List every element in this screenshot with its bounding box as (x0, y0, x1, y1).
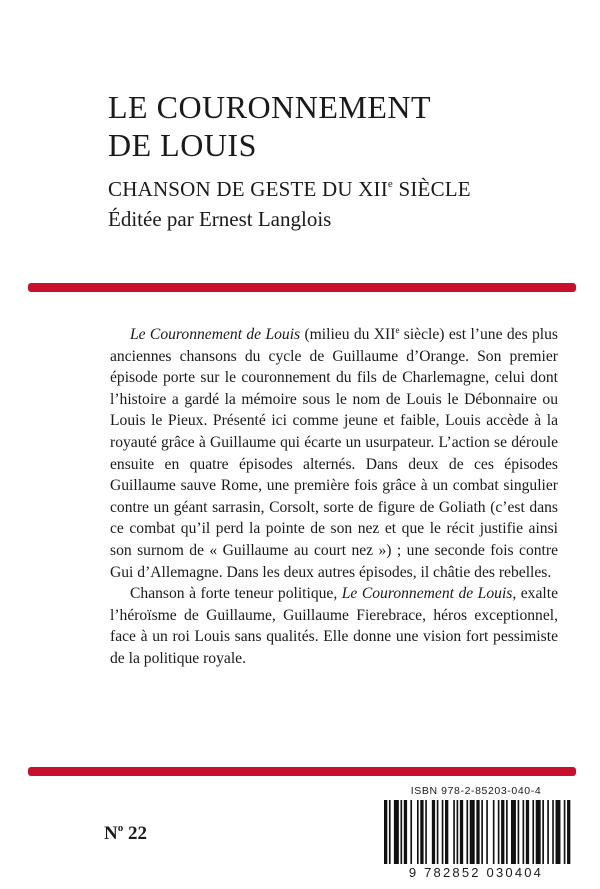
barcode-bar (552, 800, 554, 864)
barcode-bar (420, 800, 423, 864)
book-title-italic: Le Couronnement de Louis (341, 585, 513, 603)
blurb-text: siècle) est l’une des plus anciennes chansons du cycle de Guillaume d’Orange. Son premier épisode porte sur le couronnement du fils de Charlemagne, celui dont l’histoire a gardé la mémoire sous le nom de Louis le Débonnaire ou Louis le Pieux. Présenté ici comme jeune et faible, Louis accède à la royauté grâce à Guillaume qui écarte un usurpateur. L’action se déroule ensuite en quatre épisodes alternés. Dans deux de ces épisodes Guillaume sauve Rome, une première fois grâce à un combat singulier contre un géant sarrasin, Corsolt, sorte de figure de Goliath (c’est dans ce combat qu’il perd la pointe de son nez et que le récit justifie ainsi son surnom de « Guillaume au court nez ») ; une seconde fois contre Gui d’Allemagne. Dans les deux autres épisodes, il châtie des rebelles. (110, 326, 558, 581)
barcode-bar (470, 800, 475, 864)
number-value: 22 (123, 823, 147, 844)
blurb-paragraph-2 (110, 583, 558, 669)
subtitle-main: CHANSON DE GESTE DU XII (108, 177, 388, 201)
barcode-bar (466, 800, 468, 864)
title-line-1: LE COURONNEMENT (108, 89, 432, 125)
isbn-label: ISBN 978-2-85203-040-4 (410, 785, 542, 797)
barcode-bar (501, 800, 504, 864)
blurb-text: Chanson à forte teneur politique, (130, 585, 342, 603)
barcode-bar (384, 800, 387, 864)
title-line-2: DE LOUIS (108, 127, 257, 163)
blurb-text: (milieu du XII (300, 326, 396, 343)
barcode-image (384, 800, 572, 864)
century-superscript: e (395, 325, 400, 335)
barcode-block (378, 785, 574, 885)
barcode-bar (432, 800, 435, 864)
blurb-text: , exalte l’héroïsme de Guillaume, Guillaume Fierebrace, héros exceptionnel, face à un roi Louis sans qualités. Elle donne une vision fort pessimiste de la politique royale. (110, 585, 558, 667)
barcode-bar (400, 800, 402, 864)
barcode-bar (437, 800, 439, 864)
barcode-bar (536, 800, 541, 864)
barcode-bar (445, 800, 448, 864)
barcode-bar (532, 800, 534, 864)
barcode-bar (526, 800, 529, 864)
barcode-bar (547, 800, 549, 864)
barcode-bar (493, 800, 495, 864)
red-rule-bottom (28, 767, 576, 776)
back-cover-blurb (110, 320, 558, 670)
editor-credit: Éditée par Ernest Langlois (108, 207, 332, 231)
barcode-bar (410, 800, 412, 864)
subtitle-superscript: e (387, 178, 394, 190)
barcode-bar (453, 800, 455, 864)
barcode-bar (518, 800, 520, 864)
number-prefix: N (104, 823, 118, 844)
ean-digits: 9 782852 030404 (408, 865, 544, 880)
barcode-bar (567, 800, 570, 864)
barcode-bar (425, 800, 427, 864)
barcode-bar (542, 800, 544, 864)
barcode-bar (486, 800, 488, 864)
blurb-paragraph-1 (110, 320, 558, 583)
barcode-bar (564, 800, 566, 864)
barcode-bar (556, 800, 561, 864)
barcode-bar (523, 800, 525, 864)
barcode-bar (404, 800, 407, 864)
barcode-bar (457, 800, 459, 864)
book-title-italic: Le Couronnement de Louis (130, 326, 301, 343)
red-rule-top (28, 283, 576, 292)
subtitle-end: SIÈCLE (393, 177, 471, 201)
barcode-bar (476, 800, 479, 864)
barcode-bar (442, 800, 444, 864)
series-number (104, 822, 147, 845)
number-superscript: o (117, 822, 124, 834)
barcode-bar (481, 800, 483, 864)
barcode-bar (417, 800, 419, 864)
barcode-bar (506, 800, 508, 864)
subtitle (108, 171, 471, 202)
book-title (108, 88, 431, 164)
barcode-bar (498, 800, 500, 864)
barcode-bar (460, 800, 463, 864)
barcode-bar (394, 800, 399, 864)
barcode-bar (389, 800, 391, 864)
barcode-bar (511, 800, 516, 864)
